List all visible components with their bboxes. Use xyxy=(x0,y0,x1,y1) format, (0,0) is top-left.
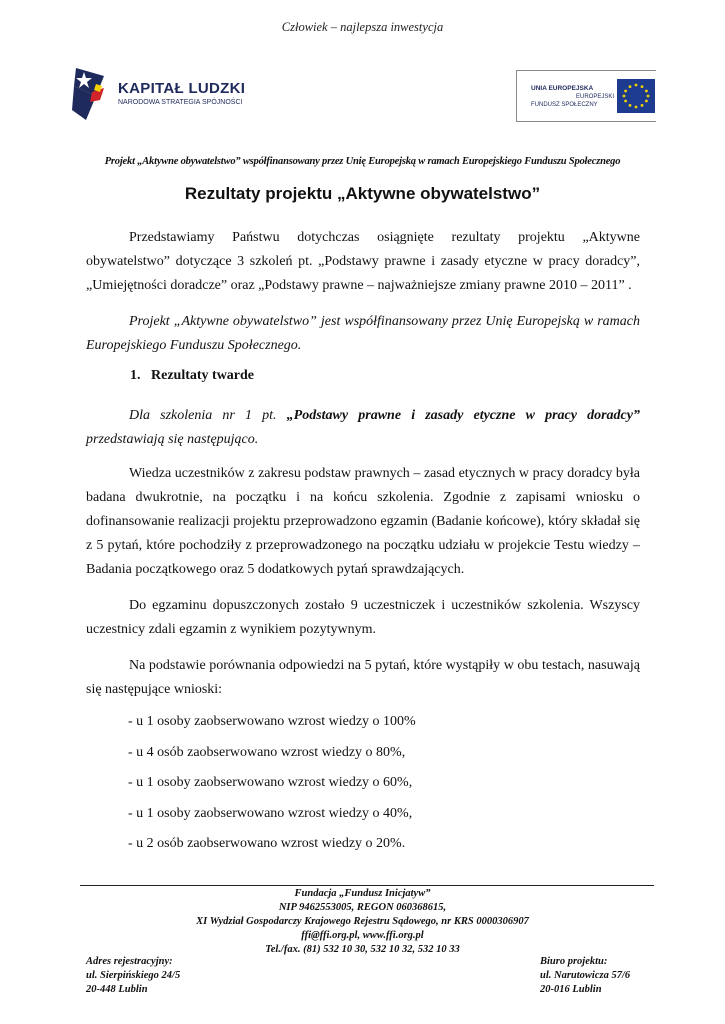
footer-court: XI Wydział Gospodarczy Krajowego Rejestru Sądowego, nr KRS 0000306907 xyxy=(196,916,529,927)
list-item: - u 1 osoby zaobserwowano wzrost wiedzy o 40%, xyxy=(128,805,413,821)
logo-left-title: KAPITAŁ LUDZKI xyxy=(118,80,246,97)
results-list xyxy=(128,710,416,863)
funding-paragraph: Projekt „Aktywne obywatelstwo” jest współfinansowany przez Unię Europejską w ramach Europejskiego Funduszu Społecznego. xyxy=(86,314,640,353)
training-lead-paragraph xyxy=(86,404,640,452)
list-item: - u 4 osób zaobserwowano wzrost wiedzy o 80%, xyxy=(128,744,406,760)
exam-paragraph: Do egzaminu dopuszczonych zostało 9 uczestniczek i uczestników szkolenia. Wszyscy uczestnicy zdali egzamin z wynikiem pozytywnym. xyxy=(86,598,640,637)
footer-left-street: ul. Sierpińskiego 24/5 xyxy=(86,970,181,981)
intro-section xyxy=(86,226,640,358)
footer-project-office xyxy=(540,955,630,997)
results-section xyxy=(86,462,640,702)
intro-paragraph: Przedstawiamy Państwu dotychczas osiągnięte rezultaty projektu „Aktywne obywatelstwo” dotyczące 3 szkoleń pt. „Podstawy prawne i zasady etyczne w pracy doradcy”, „Umiejętności doradcze” oraz „Podstawy prawne – najważniejsze zmiany prawne 2010 – 2011” . xyxy=(86,230,640,293)
footer-divider xyxy=(80,885,654,886)
header-motto: Człowiek – najlepsza inwestycja xyxy=(281,20,444,34)
kapital-ludzki-logo xyxy=(70,66,270,122)
list-item: - u 1 osoby zaobserwowano wzrost wiedzy o 100% xyxy=(128,714,416,729)
footer-left-label: Adres rejestracyjny: xyxy=(86,956,173,967)
logo-right-line2: EUROPEJSKI xyxy=(575,94,614,100)
logo-left-subtitle: NARODOWA STRATEGIA SPÓJNOŚCI xyxy=(118,99,243,106)
footer-right-street: ul. Narutowicza 57/6 xyxy=(540,970,631,981)
footer-contact: ffi@ffi.org.pl, www.ffi.org.pl xyxy=(301,930,424,941)
footer-phone: Tel./fax. (81) 532 10 30, 532 10 32, 532 10 33 xyxy=(265,944,460,955)
footer-registered-address xyxy=(86,955,180,997)
list-item: - u 1 osoby zaobserwowano wzrost wiedzy o 60%, xyxy=(128,775,413,790)
cofunding-statement: Projekt „Aktywne obywatelstwo” współfinansowany przez Unię Europejską w ramach Europejskiego Funduszu Społecznego xyxy=(104,156,621,167)
footer-org-name: Fundacja „Fundusz Inicjatyw” xyxy=(294,888,431,899)
footer-right-label: Biuro projektu: xyxy=(540,956,608,967)
document-title: Rezultaty projektu „Aktywne obywatelstwo” xyxy=(184,184,541,203)
knowledge-paragraph: Wiedza uczestników z zakresu podstaw prawnych – zasad etycznych w pracy doradcy była badana dwukrotnie, na początku i na końcu szkolenia. Zgodnie z zapisami wniosku o dofinansowanie realizacji projektu przeprowadzono egzamin (Badanie końcowe), który składał się z 5 pytań, które pochodziły z przeprowadzonego na początku udziału w projekcie Testu wiedzy – Badania początkowego oraz 5 dodatkowych pytań sprawdzających. xyxy=(86,466,640,577)
footer-right-city: 20-016 Lublin xyxy=(540,984,602,995)
logo-right-line1: UNIA EUROPEJSKA xyxy=(531,85,594,92)
lead-prefix: Dla szkolenia nr 1 pt. xyxy=(129,408,287,423)
lead-suffix: przedstawiają się następująco. xyxy=(86,432,259,447)
logo-right-line3: FUNDUSZ SPOŁECZNY xyxy=(531,102,598,108)
eu-logo xyxy=(516,70,656,122)
training-lead xyxy=(86,404,640,452)
training-name: „Podstawy prawne i zasady etyczne w pracy doradcy” xyxy=(286,408,640,423)
list-item: - u 2 osób zaobserwowano wzrost wiedzy o 20%. xyxy=(128,836,406,851)
section-heading: 1. Rezultaty twarde xyxy=(130,368,255,383)
footer-ids: NIP 9462553005, REGON 060368615, xyxy=(278,902,447,913)
comparison-paragraph: Na podstawie porównania odpowiedzi na 5 pytań, które wystąpiły w obu testach, nasuwają się następujące wnioski: xyxy=(86,658,640,697)
kapital-ludzki-emblem-icon xyxy=(70,66,114,122)
footer-left-city: 20-448 Lublin xyxy=(86,984,148,995)
footer-organization xyxy=(0,887,725,957)
eu-flag-icon xyxy=(617,79,655,113)
